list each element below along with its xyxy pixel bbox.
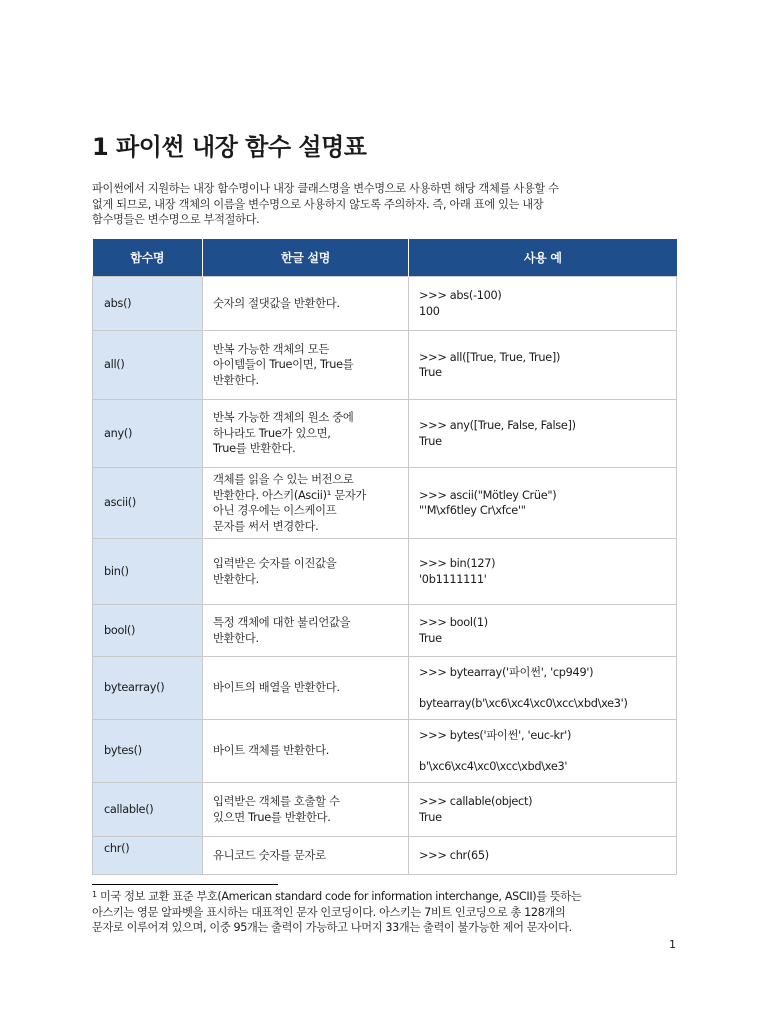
- example-cell: [409, 331, 677, 400]
- function-name-cell: bool(): [93, 605, 203, 657]
- table-body: [93, 277, 677, 875]
- example-line: >>> chr(65): [419, 848, 489, 862]
- table-row: [93, 657, 677, 720]
- table-row: [93, 605, 677, 657]
- description-line: True를 반환한다.: [213, 442, 296, 456]
- description-line: 바이트 객체를 반환한다.: [213, 744, 330, 758]
- header-function-name: 함수명: [93, 239, 203, 277]
- description-cell: [203, 837, 409, 875]
- example-line: '0b1111111': [419, 572, 487, 586]
- description-cell: [203, 539, 409, 605]
- table-row: [93, 331, 677, 400]
- footnote-mark: 1: [92, 890, 97, 899]
- function-name-cell: ascii(): [93, 468, 203, 539]
- example-line: True: [419, 810, 442, 824]
- description-line: 객체를 읽을 수 있는 버전으로: [213, 473, 354, 486]
- example-line: True: [419, 434, 442, 448]
- example-line: 100: [419, 304, 440, 318]
- footnote-line: [92, 889, 676, 905]
- function-name-cell: bin(): [93, 539, 203, 605]
- footnote-line: 문자로 이루어져 있으며, 이중 95개는 출력이 가능하고 나머지 33개는 출력이 불가능한 제어 문자이다.: [92, 921, 572, 934]
- table-row: [93, 783, 677, 837]
- description-line: 아닌 경우에는 이스케이프: [213, 504, 337, 517]
- intro-line: 없게 되므로, 내장 객체의 이름을 변수명으로 사용하지 않도록 주의하자. 즉, 아래 표에 있는 내장: [92, 197, 544, 211]
- function-name-cell: all(): [93, 331, 203, 400]
- description-line: 반환한다. 아스키(Ascii)¹ 문자가: [213, 488, 367, 502]
- table-row: [93, 468, 677, 539]
- description-cell: [203, 331, 409, 400]
- intro-line: 함수명들은 변수명으로 부적절하다.: [92, 213, 260, 226]
- description-line: 입력받은 숫자를 이진값을: [213, 557, 337, 570]
- example-cell: [409, 468, 677, 539]
- table-header-row: [93, 239, 677, 277]
- description-cell: [203, 400, 409, 468]
- function-name-cell: callable(): [93, 783, 203, 837]
- description-line: 유니코드 숫자를 문자로: [213, 848, 326, 862]
- function-name-cell: any(): [93, 400, 203, 468]
- description-cell: [203, 657, 409, 720]
- example-cell: [409, 539, 677, 605]
- function-name-cell: abs(): [93, 277, 203, 331]
- page-title: 1 파이썬 내장 함수 설명표: [92, 133, 367, 161]
- table-row: [93, 837, 677, 875]
- description-line: 숫자의 절댓값을 반환한다.: [213, 296, 340, 310]
- table-row: [93, 277, 677, 331]
- builtin-functions-table: [92, 239, 677, 875]
- example-line: >>> bytearray('파이썬', 'cp949'): [419, 665, 594, 679]
- description-line: 반환한다.: [213, 373, 259, 387]
- description-line: 반복 가능한 객체의 모든: [213, 342, 330, 356]
- page-number: 1: [669, 938, 676, 951]
- description-line: 있으면 True를 반환한다.: [213, 810, 331, 824]
- description-cell: [203, 720, 409, 783]
- description-line: 바이트의 배열을 반환한다.: [213, 681, 340, 695]
- example-line: b'\xc6\xc4\xc0\xcc\xbd\xe3': [419, 760, 568, 773]
- table-row: [93, 539, 677, 605]
- description-cell: [203, 783, 409, 837]
- description-cell: [203, 468, 409, 539]
- example-line: >>> any([True, False, False]): [419, 419, 576, 432]
- description-line: 반복 가능한 객체의 원소 중에: [213, 411, 354, 425]
- function-name-cell: bytearray(): [93, 657, 203, 720]
- description-line: 특정 객체에 대한 불리언값을: [213, 616, 351, 629]
- example-line: >>> bytes('파이썬', 'euc-kr'): [419, 728, 572, 742]
- example-cell: [409, 400, 677, 468]
- example-cell: [409, 783, 677, 837]
- function-name-cell: bytes(): [93, 720, 203, 783]
- example-line: >>> all([True, True, True]): [419, 350, 561, 364]
- intro-paragraph: [92, 181, 676, 228]
- description-line: 문자를 써서 변경한다.: [213, 519, 319, 533]
- example-line: True: [419, 631, 442, 645]
- description-line: 반환한다.: [213, 572, 259, 586]
- example-cell: [409, 837, 677, 875]
- header-usage-example: 사용 예: [409, 239, 677, 277]
- footnote-line: 아스키는 영문 알파벳을 표시하는 대표적인 문자 인코딩이다. 아스키는 7비트 인코딩으로 총 128개의: [92, 905, 566, 919]
- footnote-separator: [92, 884, 278, 885]
- description-line: 하나라도 True가 있으면,: [213, 426, 331, 440]
- description-cell: [203, 605, 409, 657]
- description-line: 입력받은 객체를 호출할 수: [213, 795, 340, 808]
- function-name-cell: chr(): [93, 837, 203, 875]
- description-line: 아이템들이 True이면, True를: [213, 358, 354, 372]
- table-row: [93, 400, 677, 468]
- example-line: "'M\xf6tley Cr\xfce'": [419, 504, 526, 517]
- example-line: >>> callable(object): [419, 795, 533, 808]
- example-line: True: [419, 366, 442, 379]
- footnote-text: 미국 정보 교환 표준 부호(American standard code for information interchange, ASCII)를 뜻하는: [96, 890, 582, 903]
- description-line: 반환한다.: [213, 631, 259, 645]
- example-line: >>> ascii("Mötley Crüe"): [419, 488, 557, 502]
- example-line: >>> bin(127): [419, 557, 496, 570]
- header-korean-description: 한글 설명: [203, 239, 409, 277]
- example-cell: [409, 605, 677, 657]
- footnote: [92, 889, 676, 936]
- intro-line: 파이썬에서 지원하는 내장 함수명이나 내장 클래스명을 변수명으로 사용하면 해당 객체를 사용할 수: [92, 182, 559, 195]
- table-row: [93, 720, 677, 783]
- example-line: >>> abs(-100): [419, 289, 502, 302]
- example-cell: [409, 277, 677, 331]
- description-cell: [203, 277, 409, 331]
- example-line: bytearray(b'\xc6\xc4\xc0\xcc\xbd\xe3'): [419, 697, 628, 710]
- example-cell: [409, 720, 677, 783]
- example-line: >>> bool(1): [419, 616, 488, 629]
- example-cell: [409, 657, 677, 720]
